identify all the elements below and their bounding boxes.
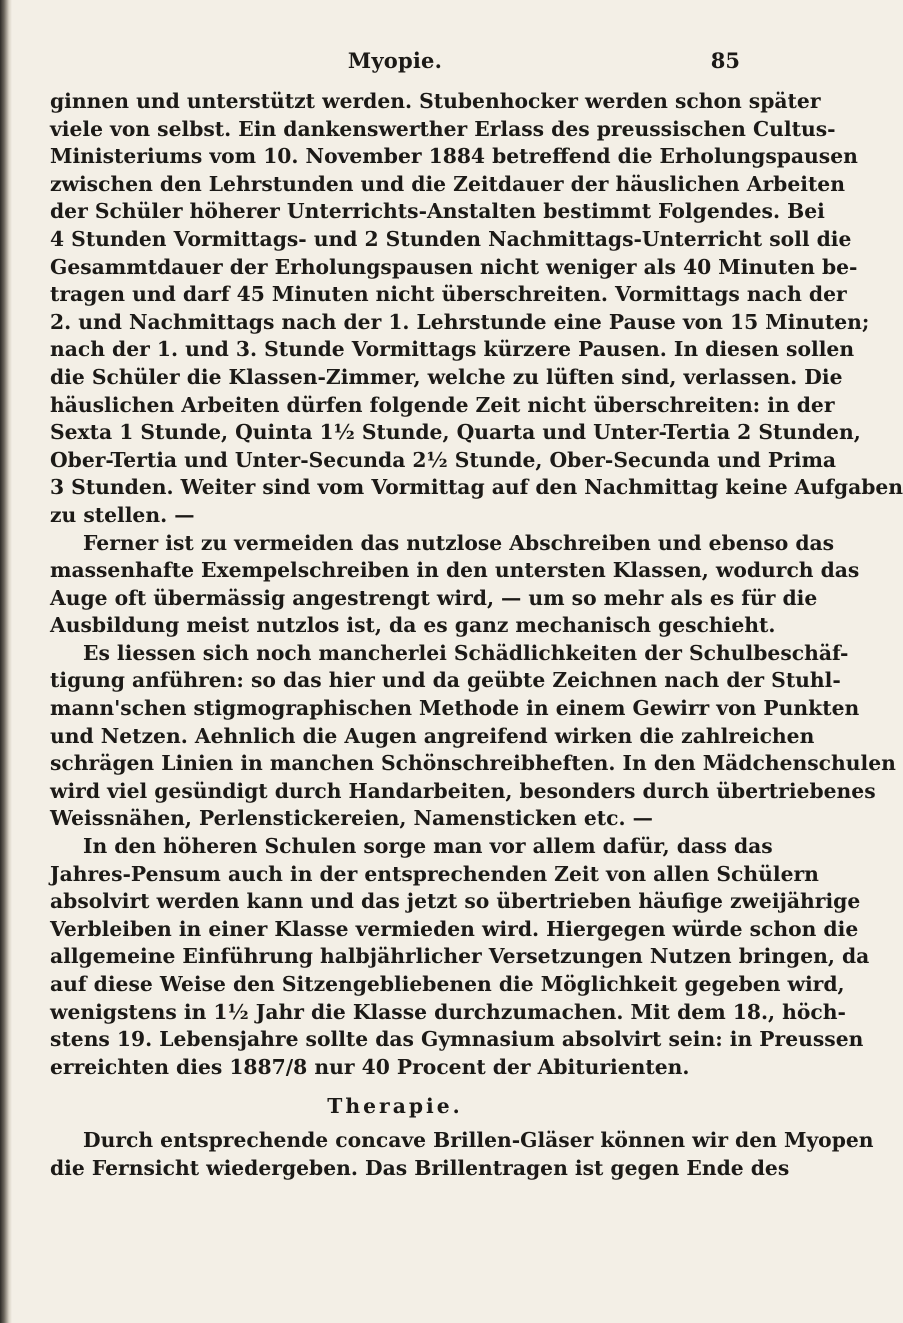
running-title: Myopie.: [347, 48, 443, 73]
paragraph-therapie: [50, 1127, 874, 1182]
text-line: massenhafte Exempelschreiben in den untersten Klassen, wodurch das: [50, 558, 860, 583]
text-line: häuslichen Arbeiten dürfen folgende Zeit nicht überschreiten: in der: [50, 392, 835, 417]
text-line: allgemeine Einführung halbjährlicher Versetzungen Nutzen bringen, da: [50, 944, 870, 969]
text-line: und Netzen. Aehnlich die Augen angreifend wirken die zahlreichen: [50, 723, 815, 748]
text-line: absolvirt werden kann und das jetzt so übertrieben häufige zweijährige: [50, 889, 861, 914]
text-line: der Schüler höherer Unterrichts-Anstalten bestimmt Folgendes. Bei: [50, 199, 825, 224]
text-line: wenigstens in 1½ Jahr die Klasse durchzumachen. Mit dem 18., höch-: [50, 999, 846, 1024]
page-body: [50, 88, 903, 1183]
text-line: auf diese Weise den Sitzengebliebenen die Möglichkeit gegeben wird,: [50, 972, 845, 996]
text-line: Weissnähen, Perlenstickereien, Namensticken etc. —: [50, 806, 653, 831]
paragraph-schaedlichkeiten: [50, 640, 896, 833]
page-header: [50, 48, 740, 78]
text-line: mann'schen stigmographischen Methode in einem Gewirr von Punkten: [50, 696, 860, 721]
text-line: Jahres-Pensum auch in der entsprechenden Zeit von allen Schülern: [50, 861, 819, 886]
text-line: stens 19. Lebensjahre sollte das Gymnasium absolvirt sein: in Preussen: [50, 1027, 864, 1052]
text-line: Ministeriums vom 10. November 1884 betreffend die Erholungspausen: [50, 144, 858, 169]
page-number: 85: [710, 48, 740, 73]
text-line: Gesammtdauer der Erholungspausen nicht weniger als 40 Minuten be-: [50, 254, 858, 279]
text-line: Ausbildung meist nutzlos ist, da es ganz mechanisch geschieht.: [50, 613, 776, 638]
text-line: Auge oft übermässig angestrengt wird, — um so mehr als es für die: [50, 585, 818, 610]
text-line: tigung anführen: so das hier und da geübte Zeichnen nach der Stuhl-: [50, 668, 841, 693]
paragraph-pausen: [50, 88, 903, 530]
text-line: Verbleiben in einer Klasse vermieden wird. Hiergegen würde schon die: [50, 916, 859, 941]
text-line: Ferner ist zu vermeiden das nutzlose Abschreiben und ebenso das: [83, 530, 835, 555]
paragraph-abschreiben: [50, 530, 860, 640]
paragraph-hoehere-schulen: [50, 833, 870, 1081]
text-line: wird viel gesündigt durch Handarbeiten, besonders durch übertriebenes: [50, 778, 876, 803]
text-line: zwischen den Lehrstunden und die Zeitdauer der häuslichen Arbeiten: [50, 171, 845, 196]
section-heading: Therapie.: [327, 1094, 463, 1119]
book-binding-edge: [0, 0, 12, 1323]
text-line: ginnen und unterstützt werden. Stubenhocker werden schon später: [50, 89, 821, 113]
text-line: schrägen Linien in manchen Schönschreibheften. In den Mädchenschulen: [50, 751, 896, 776]
text-line: die Fernsicht wiedergeben. Das Brillentragen ist gegen Ende des: [50, 1155, 790, 1180]
text-line: viele von selbst. Ein dankenswerther Erlass des preussischen Cultus-: [50, 116, 836, 141]
text-line: In den höheren Schulen sorge man vor allem dafür, dass das: [83, 834, 773, 859]
text-line: Sexta 1 Stunde, Quinta 1½ Stunde, Quarta und Unter-Tertia 2 Stunden,: [50, 420, 861, 445]
text-line: tragen und darf 45 Minuten nicht überschreiten. Vormittags nach der: [50, 282, 847, 307]
text-line: die Schüler die Klassen-Zimmer, welche zu lüften sind, verlassen. Die: [50, 364, 843, 389]
text-line: zu stellen. —: [50, 502, 195, 527]
text-line: nach der 1. und 3. Stunde Vormittags kürzere Pausen. In diesen sollen: [50, 337, 855, 362]
text-line: Ober-Tertia und Unter-Secunda 2½ Stunde, Ober-Secunda und Prima: [50, 447, 837, 472]
text-line: Es liessen sich noch mancherlei Schädlichkeiten der Schulbeschäf-: [83, 640, 849, 665]
text-line: Durch entsprechende concave Brillen-Gläser können wir den Myopen: [83, 1128, 874, 1153]
text-line: 3 Stunden. Weiter sind vom Vormittag auf den Nachmittag keine Aufgaben: [50, 475, 903, 500]
text-line: 4 Stunden Vormittags- und 2 Stunden Nachmittags-Unterricht soll die: [50, 226, 852, 251]
text-line: 2. und Nachmittags nach der 1. Lehrstunde eine Pause von 15 Minuten;: [50, 309, 870, 334]
text-line: erreichten dies 1887/8 nur 40 Procent der Abiturienten.: [50, 1054, 690, 1079]
